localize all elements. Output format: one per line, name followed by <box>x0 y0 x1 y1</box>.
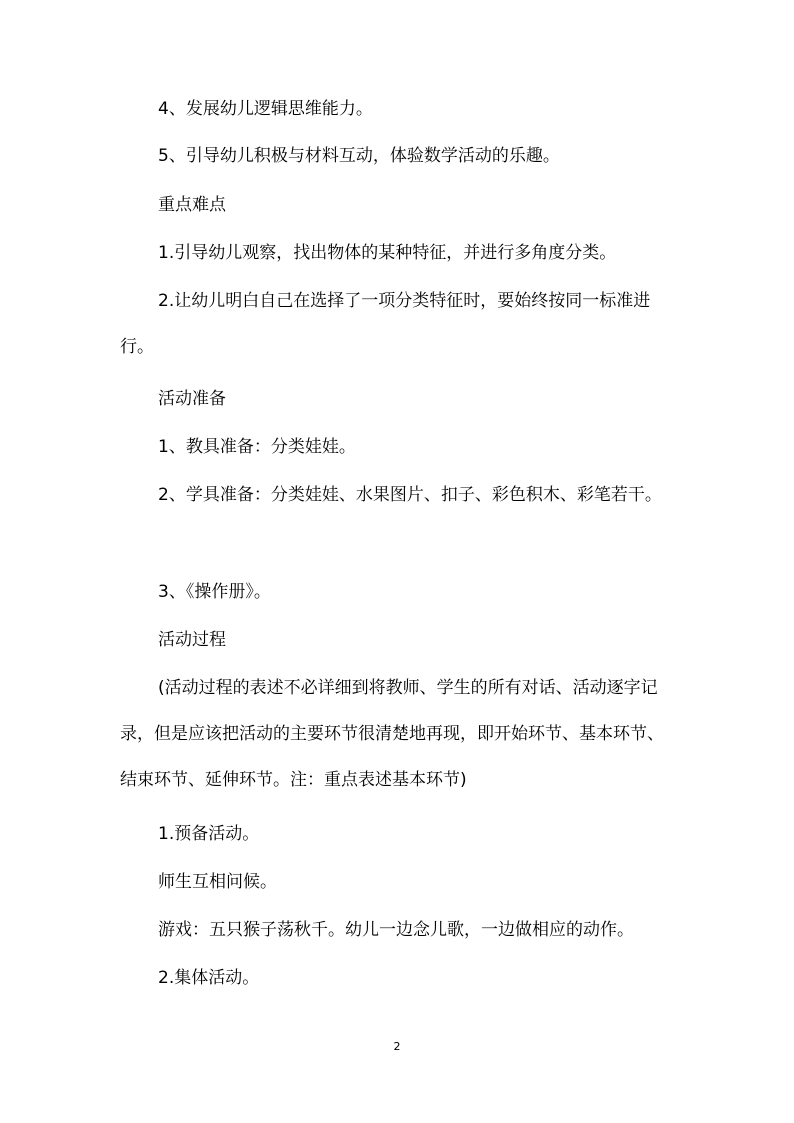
page-number: 2 <box>393 1040 401 1053</box>
paragraph-goal-5: 5、引导幼儿积极与材料互动，体验数学活动的乐趣。 <box>158 146 560 166</box>
heading-process: 活动过程 <box>158 630 226 650</box>
paragraph-prep-2: 2、学具准备：分类娃娃、水果图片、扣子、彩色积木、彩笔若干。 <box>158 485 662 505</box>
paragraph-goal-4: 4、发展幼儿逻辑思维能力。 <box>158 99 373 119</box>
paragraph-key-point-1: 1.引导幼儿观察，找出物体的某种特征，并进行多角度分类。 <box>158 243 617 263</box>
paragraph-process-note: (活动过程的表述不必详细到将教师、学生的所有对话、活动逐字记录，但是应该把活动的主要环节很清楚地再现，即开始环节、基本环节、结束环节、延伸环节。注：重点表述基本环节) <box>120 678 664 790</box>
paragraph-step-1: 1.预备活动。 <box>158 824 260 844</box>
paragraph-key-point-2: 2.让幼儿明白自己在选择了一项分类特征时，要始终按同一标准进行。 <box>120 291 651 357</box>
paragraph-prep-1: 1、教具准备：分类娃娃。 <box>158 437 356 457</box>
paragraph-step-2: 2.集体活动。 <box>158 968 260 988</box>
paragraph-prep-3: 3、《操作册》。 <box>158 582 271 602</box>
heading-preparation: 活动准备 <box>158 389 226 409</box>
heading-key-points: 重点难点 <box>158 195 226 215</box>
paragraph-game: 游戏：五只猴子荡秋千。幼儿一边念儿歌，一边做相应的动作。 <box>158 920 634 940</box>
paragraph-greeting: 师生互相问候。 <box>158 872 277 892</box>
